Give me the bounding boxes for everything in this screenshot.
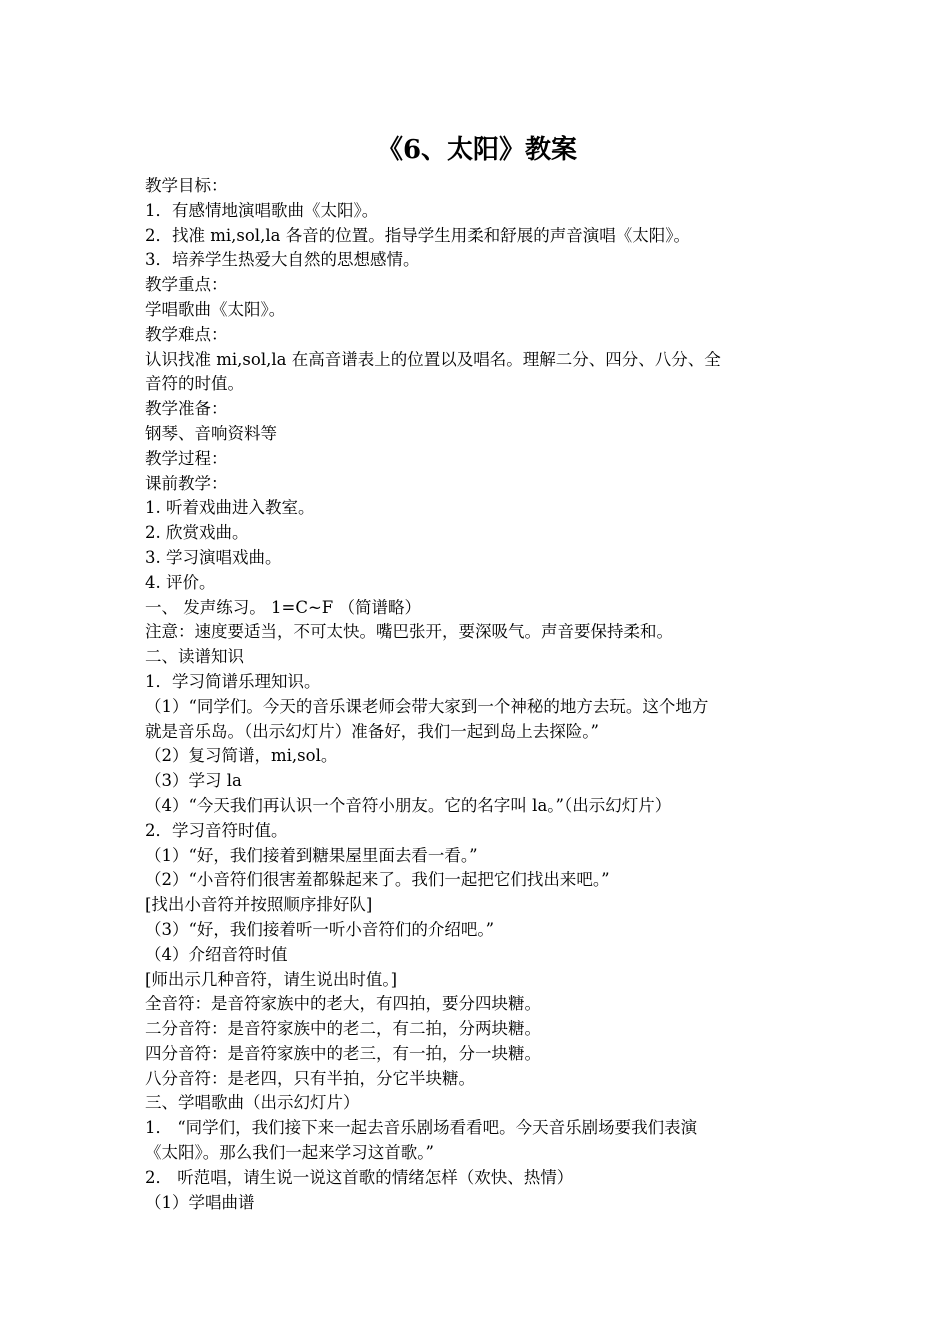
text-line: 《太阳》。那么我们一起来学习这首歌。” [145,1143,434,1163]
document-body [145,174,815,1215]
text-line: （2）“小音符们很害羞都躲起来了。我们一起把它们找出来吧。” [145,870,610,890]
text-line: 2．学习音符时值。 [145,820,288,840]
text-line: 1． “同学们，我们接下来一起去音乐剧场看看吧。今天音乐剧场要我们表演 [145,1118,698,1138]
text-line: （4）介绍音符时值 [145,944,288,964]
text-line: 3. 学习演唱戏曲。 [145,547,282,567]
text-line: （3）“好，我们接着听一听小音符们的介绍吧。” [145,919,495,939]
text-line: （2）复习简谱，mi,sol。 [145,746,338,766]
text-line: 音符的时值。 [145,374,244,394]
text-line: 3．培养学生热爱大自然的思想感情。 [145,250,420,270]
text-line: 全音符：是音符家族中的老大，有四拍，要分四块糖。 [145,994,541,1014]
text-line: 2. 欣赏戏曲。 [145,523,249,543]
text-line: 二、读谱知识 [145,647,244,667]
text-line: 一、 发声练习。 1=C~F （简谱略） [145,597,421,617]
text-line: 教学准备： [145,399,228,419]
text-line: 2． 听范唱，请生说一说这首歌的情绪怎样（欢快、热情） [145,1167,574,1187]
text-line: 2．找准 mi,sol,la 各音的位置。指导学生用柔和舒展的声音演唱《太阳》。 [145,225,690,245]
text-line: 教学过程： [145,448,228,468]
text-line: [师出示几种音符，请生说出时值。] [145,969,398,989]
text-line: （1）学唱曲谱 [145,1192,255,1212]
text-line: 课前教学： [145,473,228,493]
text-line: 学唱歌曲《太阳》。 [145,299,286,319]
text-line: [找出小音符并按照顺序排好队] [145,895,373,915]
text-line: 教学目标： [145,176,228,195]
text-line: 二分音符：是音符家族中的老二，有二拍，分两块糖。 [145,1019,541,1039]
text-line: 三、学唱歌曲（出示幻灯片） [145,1093,360,1113]
text-line: 钢琴、音响资料等 [145,423,277,443]
document-title: 《6、太阳》教案 [376,135,578,165]
text-line: 四分音符：是音符家族中的老三，有一拍，分一块糖。 [145,1043,541,1063]
text-line: 教学难点： [145,324,228,344]
text-line: 4. 评价。 [145,572,216,592]
text-line: （3）学习 la [145,771,242,791]
text-line: 1．有感情地演唱歌曲《太阳》。 [145,200,379,220]
text-line: （1）“同学们。今天的音乐课老师会带大家到一个神秘的地方去玩。这个地方 [145,696,709,716]
text-line: 教学重点： [145,275,228,295]
text-line: 1. 听着戏曲进入教室。 [145,498,315,518]
text-line: 就是音乐岛。（出示幻灯片）准备好，我们一起到岛上去探险。” [145,721,599,741]
text-line: 1．学习简谱乐理知识。 [145,671,321,691]
text-line: （4）“今天我们再认识一个音符小朋友。它的名字叫 la。”（出示幻灯片） [145,795,672,815]
text-line: 注意：速度要适当，不可太快。嘴巴张开，要深吸气。声音要保持柔和。 [145,622,673,642]
text-line: （1）“好，我们接着到糖果屋里面去看一看。” [145,845,478,865]
text-line: 认识找准 mi,sol,la 在高音谱表上的位置以及唱名。理解二分、四分、八分、全 [145,349,721,369]
text-line: 八分音符：是老四，只有半拍，分它半块糖。 [145,1068,475,1088]
